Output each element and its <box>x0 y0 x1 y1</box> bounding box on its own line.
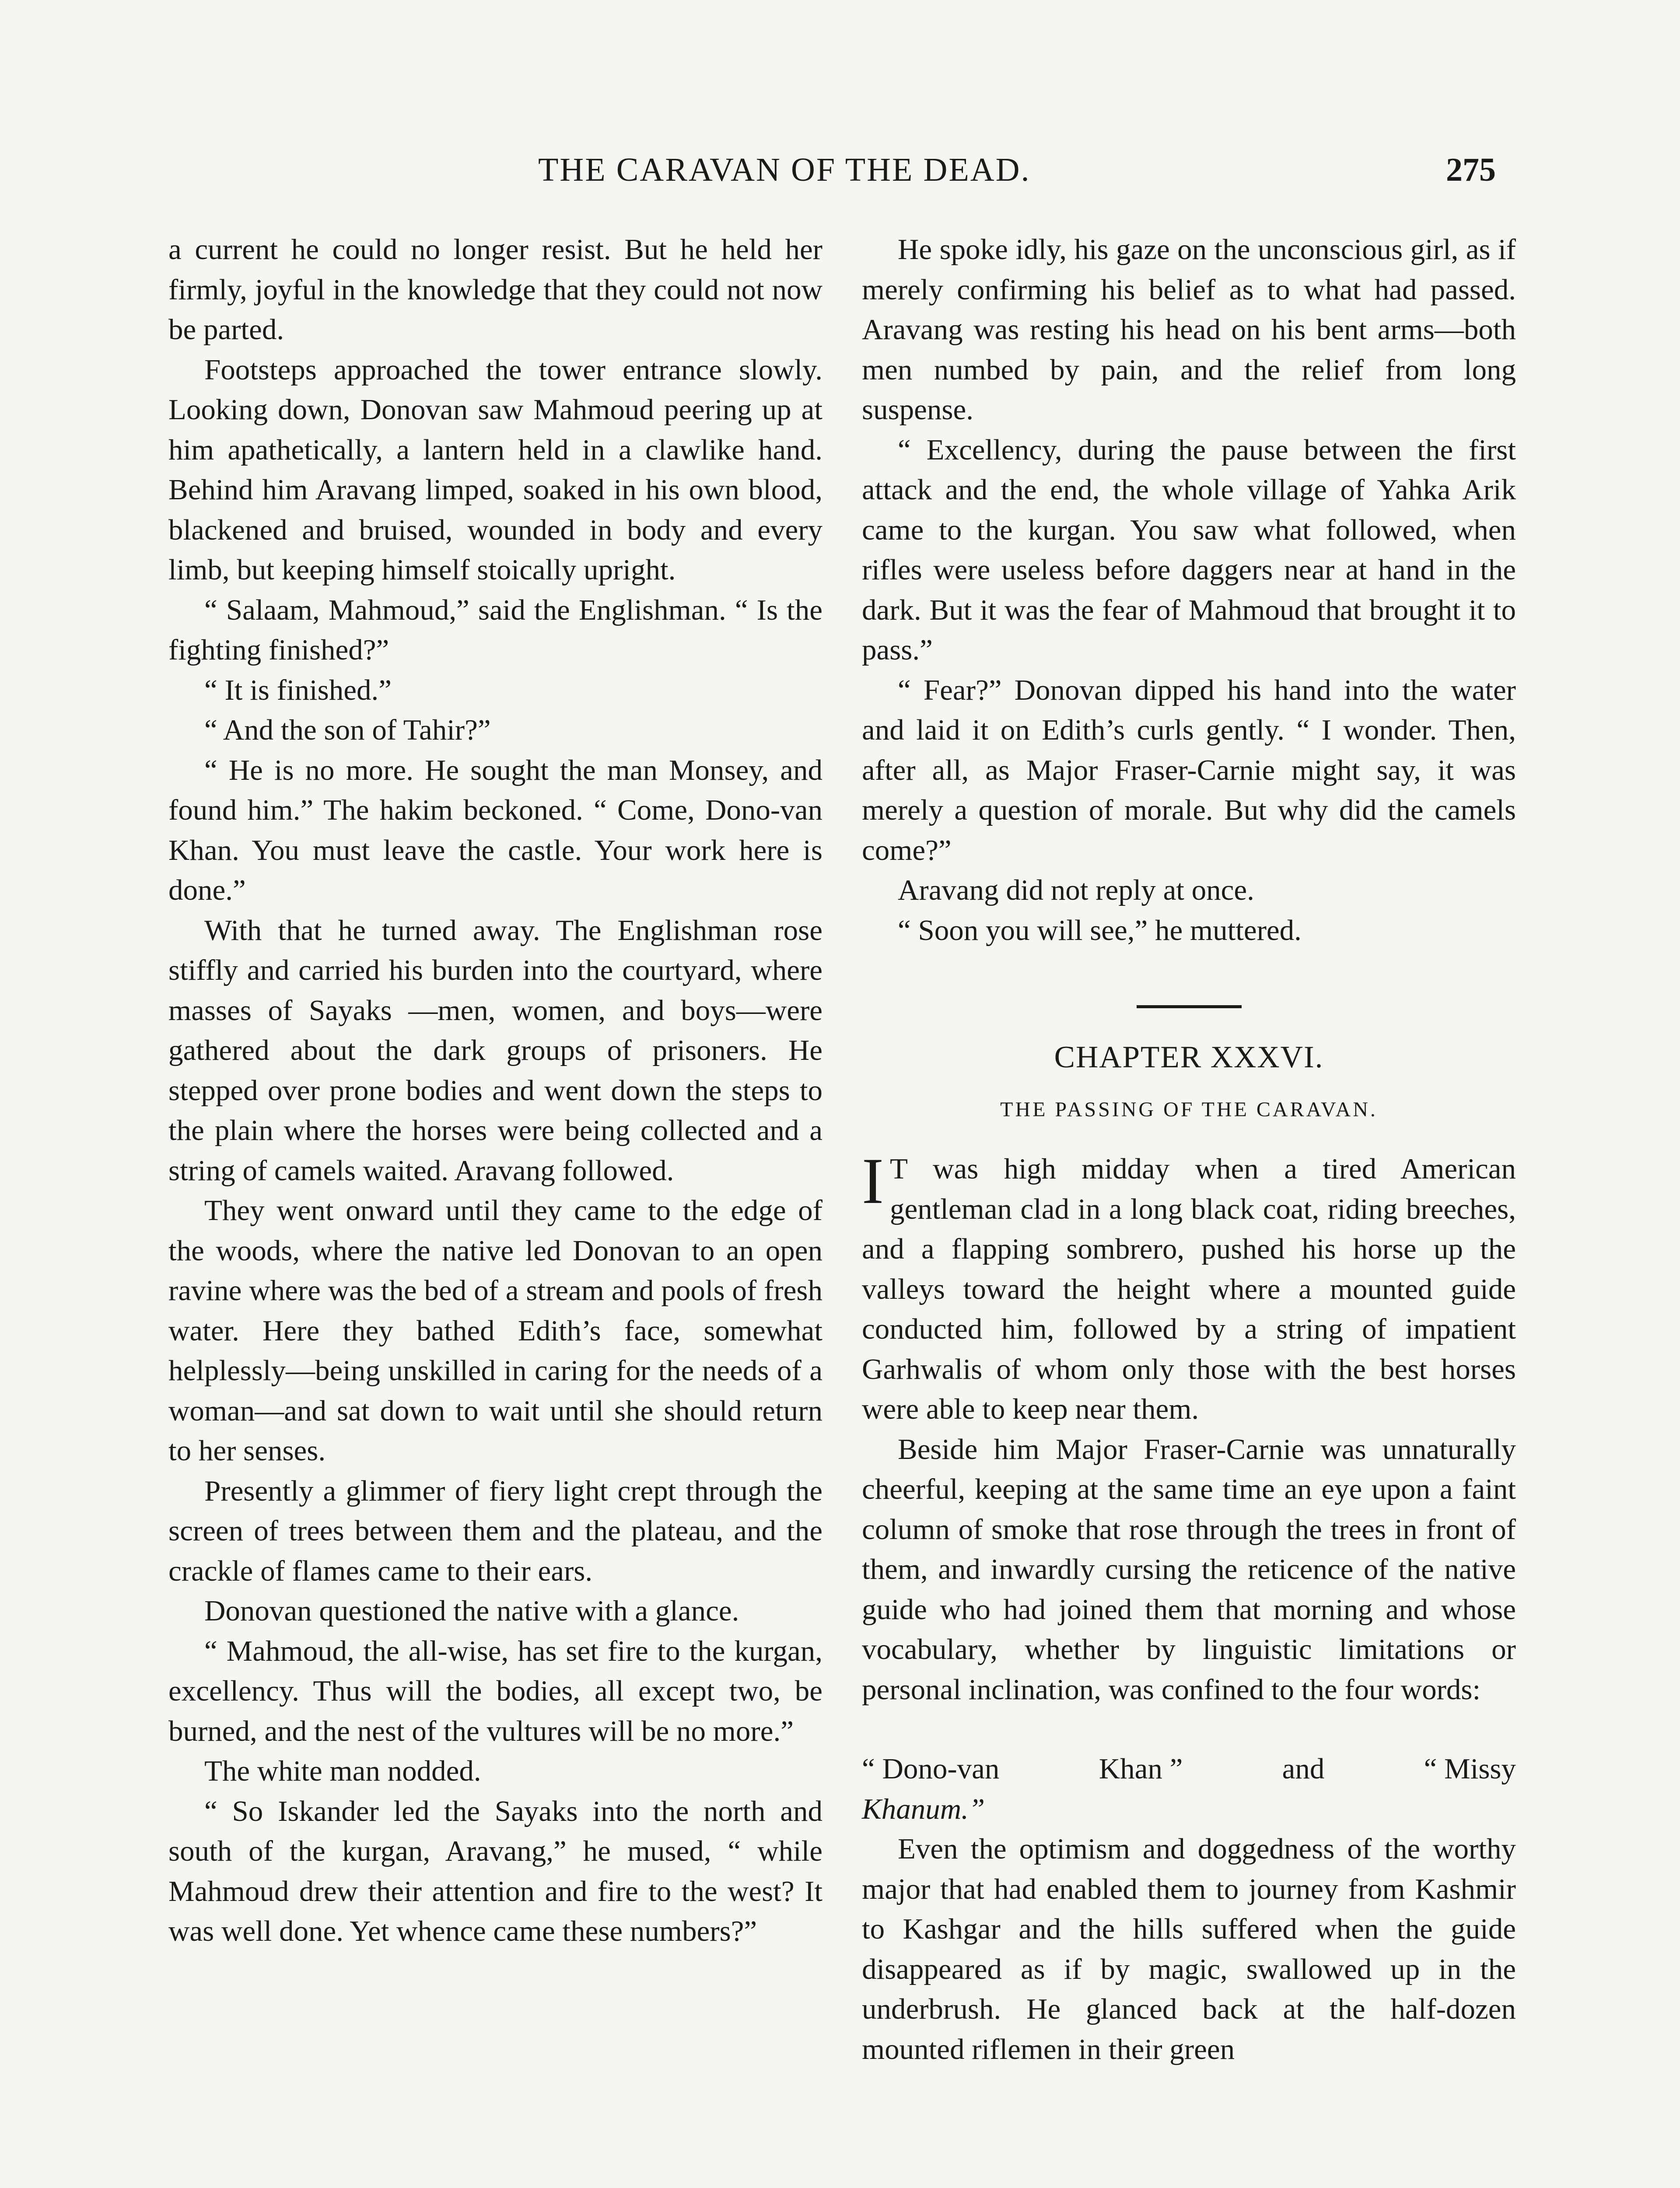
quoted-word: Khan ” <box>1099 1753 1183 1785</box>
quoted-word: and <box>1282 1753 1325 1785</box>
paragraph: “ So Iskander led the Sayaks into the north and south of the kurgan, Aravang,” he mused, “ while Mahmoud drew their attention and fire to the west? It was well done. Yet whence came these numbers?” <box>168 1795 822 1947</box>
paragraph: “ Salaam, Mahmoud,” said the Englishman. “ Is the fighting finished?” <box>168 593 822 666</box>
left-column <box>168 230 822 1952</box>
paragraph: “ He is no more. He sought the man Monsey, and found him.” The hakim beckoned. “ Come, Dono-van Khan. You must leave the castle. Your work here is done.” <box>168 754 822 906</box>
paragraph: They went onward until they came to the edge of the woods, where the native led Donovan to an open ravine where was the bed of a stream and pools of fresh water. Here they bathed Edith’s face, somewhat helplessly—being unskilled in caring for the needs of a woman—and sat down to wait until she should return to her senses. <box>168 1194 822 1467</box>
chapter-opening-paragraph <box>862 1145 1516 1430</box>
paragraph: With that he turned away. The Englishman rose stiffly and carried his burden into the courtyard, where masses of Sayaks —men, women, and boys—were gathered about the dark groups of prisoners. He stepped over prone bodies and went down the steps to the plain where the horses were being collected and a string of camels waited. Aravang followed. <box>168 914 822 1187</box>
paragraph: “ Soon you will see,” he muttered. <box>898 914 1302 947</box>
paragraph: Footsteps approached the tower entrance slowly. Looking down, Donovan saw Mahmoud peering up at him apathetically, a lantern held in a clawlike hand. Behind him Aravang limped, soaked in his own blood, blackened and bruised, wounded in body and every limb, but keeping himself stoically upright. <box>168 353 822 586</box>
paragraph: Beside him Major Fraser-Carnie was unnaturally cheerful, keeping at the same time an eye upon a faint column of smoke that rose through the trees in front of them, and inwardly cursing the reticence of the native guide who had joined them that morning and whose vocabulary, whether by linguistic limitations or personal inclination, was confined to the four words: <box>862 1433 1516 1706</box>
opening-text: T was high midday when a tired American gentleman clad in a long black coat, riding breeches, and a flapping sombrero, pushed his horse up the valleys toward the height where a mounted guide conducted him, followed by a string of impatient Garhwalis of whom only those with the best horses were able to keep near them. <box>862 1153 1516 1425</box>
paragraph: Donovan questioned the native with a glance. <box>204 1595 739 1627</box>
paragraph: Even the optimism and doggedness of the worthy major that had enabled them to journey from Kashmir to Kashgar and the hills suffered when the guide disappeared as if by magic, swallowed up in the underbrush. He glanced back at the half-dozen mounted riflemen in their green <box>862 1833 1516 2065</box>
quoted-word: “ Dono-van <box>862 1753 1000 1785</box>
paragraph: “ Excellency, during the pause between the first attack and the end, the whole village of Yahka Arik came to the kurgan. You saw what followed, when rifles were useless before daggers near at hand in the dark. But it was the fear of Mahmoud that brought it to pass.” <box>862 433 1516 666</box>
paragraph: “ And the son of Tahir?” <box>204 714 491 746</box>
quoted-words-end <box>862 1789 1516 1830</box>
running-title: THE CARAVAN OF THE DEAD. <box>538 151 1031 188</box>
page-number: 275 <box>1446 151 1496 188</box>
paragraph: Presently a glimmer of fiery light crept through the screen of trees between them and the plateau, and the crackle of flames came to their ears. <box>168 1474 822 1587</box>
paragraph: The white man nodded. <box>204 1755 481 1787</box>
quoted-words-line <box>862 1749 1516 1789</box>
running-head <box>0 151 1680 195</box>
paragraph: “ Mahmoud, the all-wise, has set fire to the kurgan, excellency. Thus will the bodies, all except two, be burned, and the nest of the vultures will be no more.” <box>168 1634 822 1747</box>
chapter-heading: CHAPTER XXXVI. <box>1054 1040 1324 1074</box>
section-rule <box>1137 1005 1242 1008</box>
paragraph: “ It is finished.” <box>204 673 392 706</box>
khanum-word: Khanum.” <box>862 1792 985 1825</box>
right-column <box>862 230 1516 2069</box>
paragraph: He spoke idly, his gaze on the unconscious girl, as if merely confirming his belief as to what had passed. Aravang was resting his head on his bent arms—both men numbed by pain, and the relief from long suspense. <box>862 233 1516 426</box>
quoted-word: “ Missy <box>1424 1753 1516 1785</box>
paragraph: Aravang did not reply at once. <box>898 874 1254 906</box>
drop-cap: I <box>862 1145 884 1217</box>
paragraph: a current he could no longer resist. But he held her firmly, joyful in the knowledge that they could not now be parted. <box>168 233 822 346</box>
chapter-subtitle: THE PASSING OF THE CARAVAN. <box>1000 1098 1378 1121</box>
paragraph: “ Fear?” Donovan dipped his hand into the water and laid it on Edith’s curls gently. “ I wonder. Then, after all, as Major Fraser-Carnie might say, it was merely a question of morale. But why did the camels come?” <box>862 673 1516 866</box>
